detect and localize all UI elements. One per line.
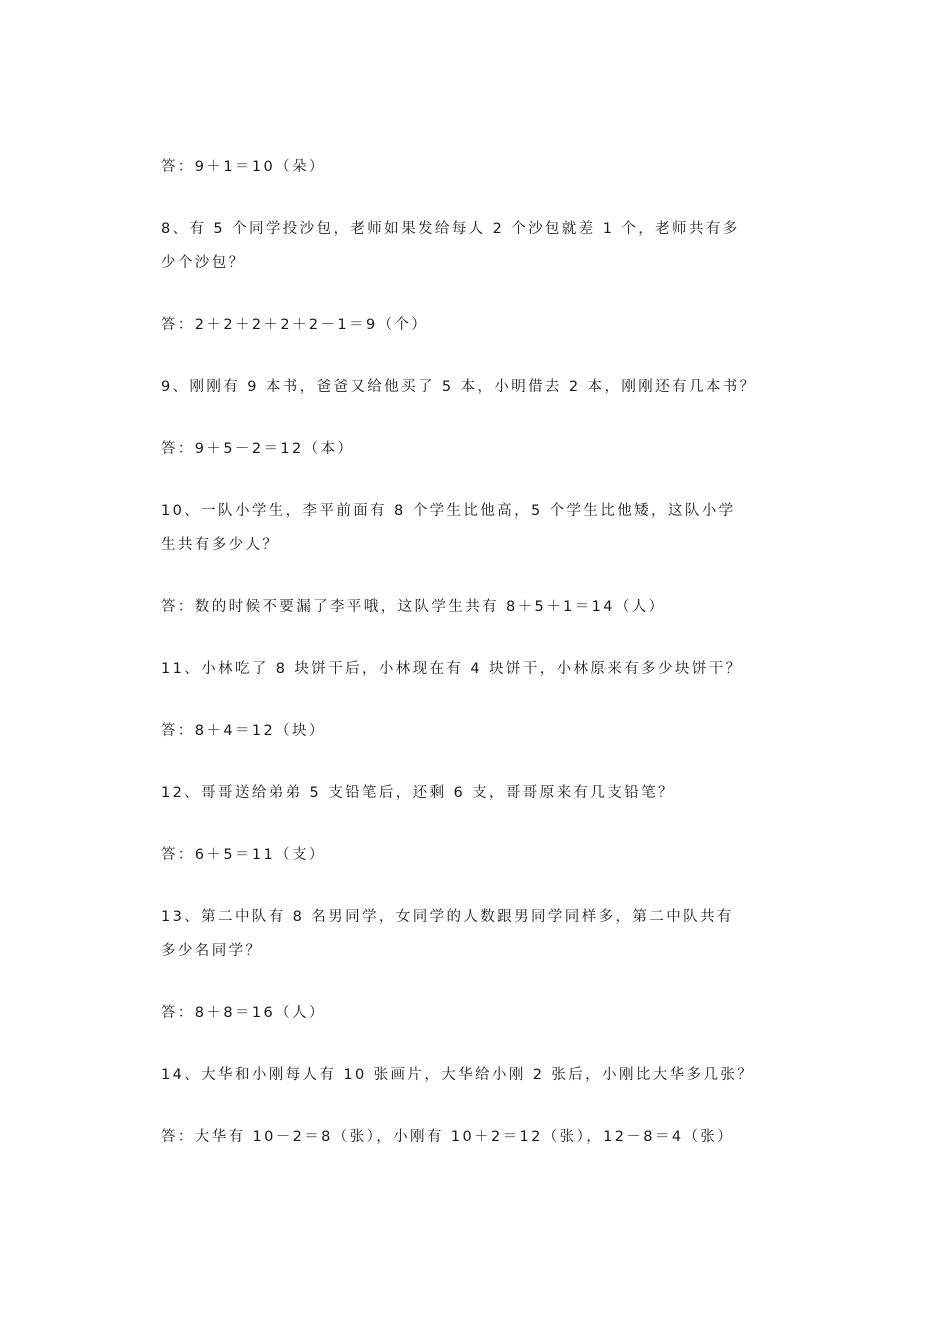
question-9: 9、刚刚有 9 本书，爸爸又给他买了 5 本，小明借去 2 本，刚刚还有几本书？ bbox=[161, 379, 757, 395]
answer-11: 答：8＋4＝12（块） bbox=[161, 723, 326, 739]
answer-9: 答：9＋5－2＝12（本） bbox=[161, 441, 355, 457]
question-10-line-1: 10、一队小学生，李平前面有 8 个学生比他高，5 个学生比他矮，这队小学 bbox=[161, 503, 736, 519]
question-13-line-1: 13、第二中队有 8 名男同学，女同学的人数跟男同学同样多，第二中队共有 bbox=[161, 909, 734, 925]
answer-8: 答：2＋2＋2＋2＋2－1＝9（个） bbox=[161, 317, 429, 333]
question-13-line-2: 多少名同学？ bbox=[161, 943, 263, 959]
answer-12: 答：6＋5＝11（支） bbox=[161, 847, 326, 863]
answer-7: 答：9＋1＝10（朵） bbox=[161, 159, 326, 175]
question-12: 12、哥哥送给弟弟 5 支铅笔后，还剩 6 支，哥哥原来有几支铅笔？ bbox=[161, 785, 675, 801]
question-8-line-2: 少个沙包？ bbox=[161, 255, 246, 271]
answer-10: 答：数的时候不要漏了李平哦，这队学生共有 8＋5＋1＝14（人） bbox=[161, 599, 666, 615]
question-10-line-2: 生共有多少人？ bbox=[161, 537, 280, 553]
question-11: 11、小林吃了 8 块饼干后，小林现在有 4 块饼干，小林原来有多少块饼干？ bbox=[161, 661, 743, 677]
answer-13: 答：8＋8＝16（人） bbox=[161, 1005, 326, 1021]
answer-14: 答：大华有 10－2＝8（张），小刚有 10＋2＝12（张），12－8＝4（张） bbox=[161, 1129, 735, 1145]
question-14: 14、大华和小刚每人有 10 张画片，大华给小刚 2 张后，小刚比大华多几张？ bbox=[161, 1067, 755, 1083]
question-8-line-1: 8、有 5 个同学投沙包，老师如果发给每人 2 个沙包就差 1 个，老师共有多 bbox=[161, 221, 740, 237]
